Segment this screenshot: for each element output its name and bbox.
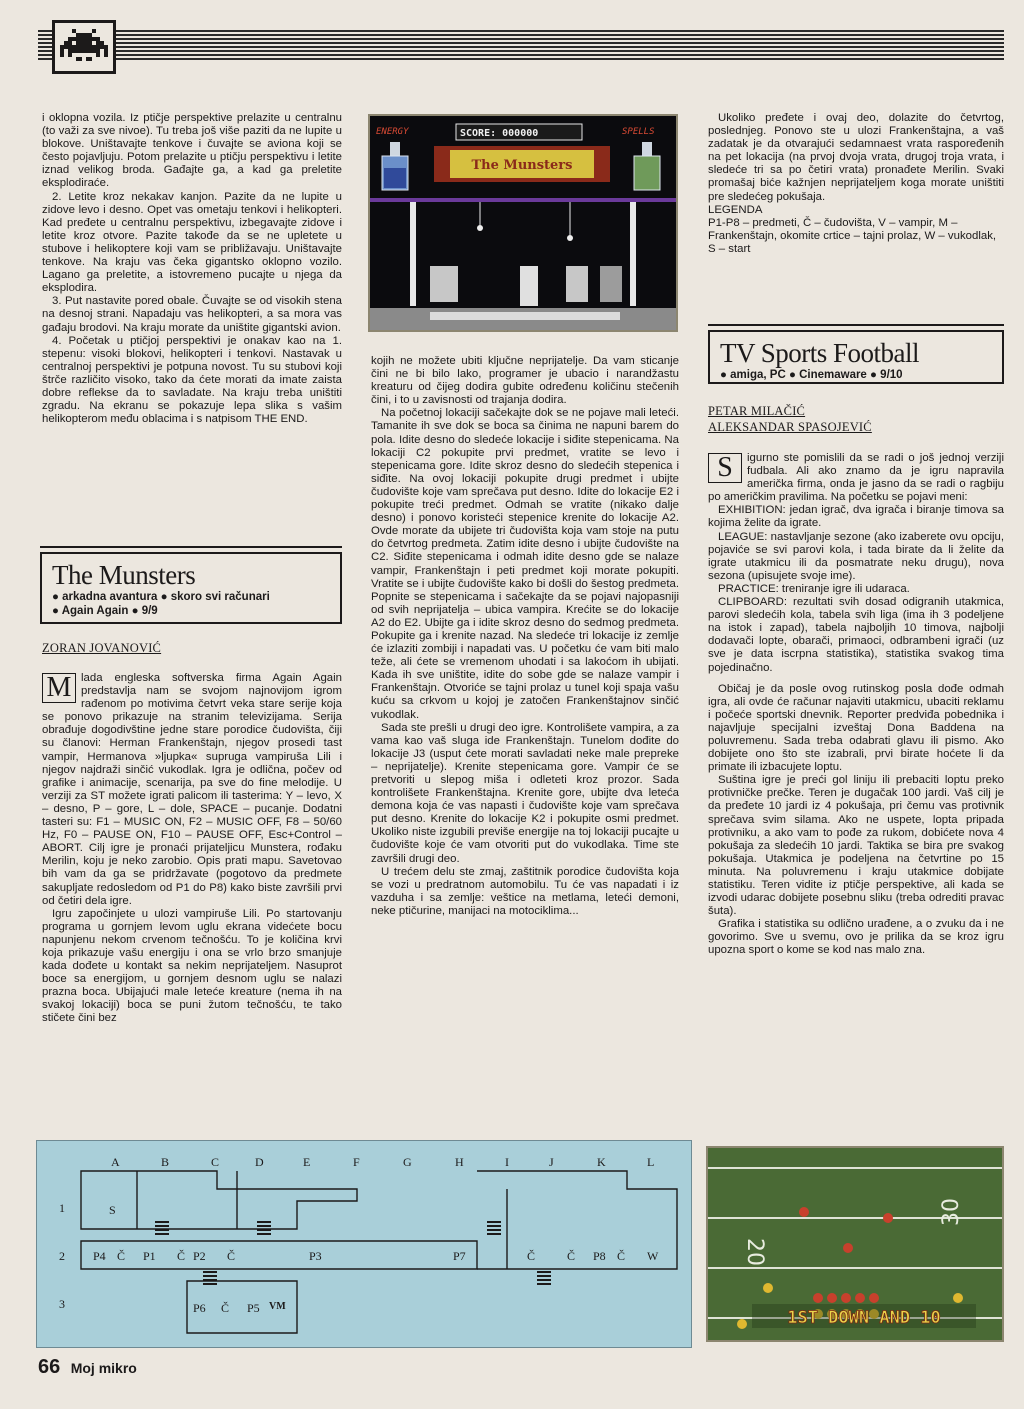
page-number: 66 [38,1356,61,1378]
map-cell: P5 [247,1301,260,1315]
map-cell: W [647,1249,659,1263]
paragraph: Sada ste prešli u drugi deo igre. Kontrolišete vampira, a za vama kao vaš sluga ide Frankenštajn. Tunelom dođite do lokacije J3 (usput ćete morati savladati neke male prepreke – neprijatelje). Krenite stepenicama gore. Vampir će se pretvoriti u slepog miša i odleteti kroz prozor. Sada kontrolišete Frankenštajna. Krenite gore, ubijte dva leteća demona koja će vas napasti i čudovište koje vam sprečava put desno. Krenite do lokacije K2 i pokupite osmi predmet. Ukoliko niste izgubili previše energije na toj lokaciji pucajte u čudovište koje će vam otvoriti put do vukodlaka. Time ste završili drugi deo. [371,721,679,865]
drop-cap: S [708,453,742,483]
map-row-label: 3 [59,1297,65,1311]
author-name: ZORAN JOVANOVIĆ [42,641,162,655]
spells-label: SPELLS [622,127,655,137]
map-col-label: I [505,1155,509,1169]
yard-number: 20 [742,1238,767,1266]
yard-number: 30 [939,1198,964,1226]
paragraph: U trećem delu ste zmaj, zaštitnik porodice čudovišta koja se vozi u predratnom automobilu. Tu će vas napadati i iz vazduha i sa zemlje: veštice na metlama, leteći demoni, neke ptičurine, manijaci na motociklima... [371,865,679,917]
menu-item: PRACTICE: treniranje igre ili udaraca. [718,582,910,595]
tvsports-title-box [708,330,1004,384]
map-cell: P6 [193,1301,206,1315]
map-cell: P4 [93,1249,106,1263]
map-col-label: D [255,1155,264,1169]
munsters-game-screenshot [368,114,678,332]
author-name: ALEKSANDAR SPASOJEVIĆ [708,420,872,434]
map-cell: Č [617,1249,626,1263]
map-cell: Č [221,1301,230,1315]
map-cell: Č [527,1249,536,1263]
map-col-label: L [647,1155,655,1169]
article-title: TV Sports Football [720,338,920,368]
map-col-label: E [303,1155,311,1169]
map-cell: P1 [143,1249,156,1263]
map-cell: P3 [309,1249,322,1263]
munsters-body [42,672,342,1026]
article-title: The Munsters [52,560,196,590]
article-tags: ● arkadna avantura ● skoro svi računari [52,591,270,603]
paragraph: 3. Put nastavite pored obale. Čuvajte se od visokih stena na desnoj strani. Napadaju vas helikopteri, a sa mora vas gađaju brodovi. Na kraju morate da uništite gigantski avion. [42,295,342,334]
score-label: SCORE: 000000 [460,128,539,139]
map-row-label: 2 [59,1249,65,1263]
author-name: PETAR MILAČIĆ [708,404,806,418]
legend-title: LEGENDA [708,203,763,216]
article-tags: ● amiga, PC ● Cinemaware ● 9/10 [720,369,903,381]
article-tags: ● Again Again ● 9/9 [52,605,158,617]
map-col-label: B [161,1155,170,1169]
map-row-label: 1 [59,1201,65,1215]
paragraph: 2. Letite kroz nekakav kanjon. Pazite da ne lupite u zidove levo i desno. Opet vas ometaju tenkovi i helikopteri. Kad pređete u centralnu perspektivu, izbegavajte zidove i letite kroz otvore. Pazite takođe da se ne upletete u stubove i helikoptere koji vam se približavaju. Uništavajte tenkove. Na kraju vas čeka gigantsko oklopno vozilo. Lagano ga preletite, a istovremeno pucajte u njega da eksplodira. [42,190,342,295]
legend-text: P1-P8 – predmeti, Č – čudovišta, V – vampir, M – Frankenštajn, okomite crtice – tajni prolaz, W – vukodlak, S – start [708,216,997,255]
page-header [38,20,1004,74]
map-start: S [109,1203,116,1217]
map-col-label: A [111,1155,120,1169]
map-cell: P7 [453,1249,466,1263]
column-2-text [371,355,679,918]
paragraph: Grafika i statistika su odlično urađene, a o zvuku da i ne govorimo. Sve u svemu, ovo je prilika da se kroz igru upozna sport o kome se kod nas malo zna. [708,918,1004,957]
paragraph: Suština igre je preći gol liniju ili prebaciti loptu preko protivničke prečke. Teren je dugačak 100 jardi. Vaš cilj je da pređete 10 jardi iz 4 pokušaja, pri čemu vas protivnik sprečava svim silama. Ako ne uspete, lopta pripada protivniku, a ako vam to pođe za rukom, dobićete nova 4 pokušaja za sledećih 10 jardi. Taktika se bira pre svakog pokušaja. Utakmica je podeljena na četvrtine po 15 minuta. Na poluvremenu i kraju utakmice dobijate statistiku. Teren vidite iz ptičje perspektive, ali kada se izvodi udarac dobijete posebnu sliku (treba odrediti pravac šuta). [708,774,1004,918]
column-1-text [42,112,342,426]
map-cell: Č [227,1249,236,1263]
paragraph: lada engleska softverska firma Again Again predstavlja nam se svojom najnovijom igrom rađenom po motivima četvrt veka stare serije koja se ponovo prikazuje na stranim televizijama. Serija obrađuje dogodivštine jedne stare porodice čudovišta, čiji su članovi: Herman Frankenštajn, njegov prosedi tast vampir, Hermanova »ljupka« supruga vampiruša Lili i njegov najdraži sinčić vukodlak. Igra je odlična, počev od grafike i animacije, scenarija, pa sve do fine melodije. U verziji za ST možete igrati palicom ili tasterima: Y – levo, X – desno, P – gore, L – dole, SPACE – pucanje. Dodatni tasteri su: F1 – MUSIC ON, F2 – MUSIC OFF, F8 – 50/60 Hz, F0 – PAUSE ON, F10 – PAUSE OFF, Esc+Control – ABORT. Cilj igre je pronaći prijateljicu Munstera, rođaku Merilin, koju je neko zarobio. Opis prati mapu. Savetovao bih vam da ga se pridržavate (pogotovo da predmete sakupljate redosledom od P1 do P8) kako biste završili prvi od četiri dela igre. [42,672,342,907]
map-col-label: C [211,1155,220,1169]
paragraph: i oklopna vozila. Iz ptičje perspektive prelazite u centralnu (to važi za sve nivoe). Tu treba još više paziti da ne lupite u blokove. Uništavajte tenkove i čuvajte se aviona koji se često pojavljuju. Potom prelazite u ptičju perspektivu i letite iznad velikog broda. Gađajte ga, a kad ga preletite eksplodiraće. [42,112,342,190]
map-col-label: J [549,1155,554,1169]
map-col-label: K [597,1155,606,1169]
stairs-icon [155,1221,551,1285]
drop-cap: M [42,673,76,703]
paragraph: kojih ne možete ubiti ključne neprijatelje. Da vam sticanje čini ne bi bilo lako, programer je ubacio i narandžastu kreaturu od čijeg dodira gubite određenu količinu stečenih čini, i to u zavisnosti od trajanja dodira. [371,355,679,407]
map-cell: Č [117,1249,126,1263]
map-col-label: F [353,1155,360,1169]
paragraph: Običaj je da posle ovog rutinskog posla dođe odmah igra, ali ovde će računar najaviti utakmicu, ubaciti reklamu i počeće sportski dnevnik. Reporter predviđa pobednika i najavljuje specijalni izveštaj Dona Baddena na poluvremenu. Sada treba odabrati glavu ili pismo. Ako dobijete ono što ste izabrali, prvi birate hoćete li da primate ili izbacujete loptu. [708,682,1004,774]
header-stripes [38,30,1004,62]
magazine-name: Moj mikro [70,1360,137,1376]
down-banner: 1ST DOWN AND 10 [787,1308,941,1328]
map-col-label: H [455,1155,464,1169]
map-cell: P2 [193,1249,206,1263]
map-cell: VM [269,1301,286,1312]
tvsports-body [708,452,1004,958]
map-cell: Č [177,1249,186,1263]
map-col-label: G [403,1155,412,1169]
paragraph: Igru započinjete u ulozi vampiruše Lili. Po startovanju programa u gornjem levom uglu ekrana videćete bocu napunjenu nekom crvenom tečnošću. To je količina krvi koja prikazuje vašu energiju i ona se vrlo brzo smanjuje kada dođete u kontakt sa nekim neprijateljem. Nasuprot boce sa energijom, u gornjem desnom uglu se nalazi prazna boca. Ubijajući male leteće kreature (nema ih na svakoj lokaciji) boca se puni žutom tečnošću, te tako stičete čini bez [42,907,342,1025]
map-cell: P8 [593,1249,606,1263]
menu-item: LEAGUE: nastavljanje sezone (ako izaberete ovu opciju, pojaviće se svi parovi kola, i tada birate da li želite da igrate utakmicu ili da posmatrate neku drugu), nova sezona (upisujete svoje ime). [708,530,1004,582]
energy-label: ENERGY [376,127,409,137]
lily-character [520,266,538,306]
menu-item: CLIPBOARD: rezultati svih dosad odigranih utakmica, parovi sledećih kola, tabela svih liga (ima ih 3 podeljene na istok i zapad), tabela najboljih 10 timova, najbolji dodavači lopte, obarači, primaoci, odbrambeni igrači (uz sve je data iscrpna statistika), statistika svakog tima pojedinačno. [708,596,1004,674]
column-3-text [708,112,1004,256]
paragraph: igurno ste pomislili da se radi o još jednoj verziji fudbala. Ali ako znamo da je igru napravila američka firma, onda je jasno da se radi o ragbiju po američkim pravilima. Na početku se pojavi meni: [708,452,1004,504]
football-game-screenshot [706,1146,1004,1342]
paragraph: Na početnoj lokaciji sačekajte dok se ne pojave mali leteći. Tamanite ih sve dok se boca sa činima ne napuni barem do pola. Idite desno do sledeće lokacije i siđite stepenicama. Na lokaciji C2 pokupite prvi predmet, vratite se levo i stepenicama gore. Idite skroz desno do sledećih stepenica i siđite. Na ovoj lokaciji pokupite drugi predmet i ubijte čudovište koje vam sprečava put desno. Idite do lokacije E2 i pokupite treći predmet. Odmah se vratite (nikako dalje desno) i ponovo koristeći stepenice krenite do lokacije A2. Ovde morate da ubijete tri čudovišta koja vam stoje na putu do četvrtog predmeta. Zatim idite desno i ubijte čudovište na C2. Siđite stepenicama i odmah idite desno gde se nalaze vampir, Frankenštajn i peti predmet koji morate pokupiti. Vratite se i ubijte čudovište kako bi došli do šestog predmeta. Popnite se stepenicama i sačekajte da se pojavi najopasniji od svih neprijatelja – ubica vampira. Krećite se do lokacije A2 do E2. Ubijte ga i idite skroz desno do sedmog predmeta. Pokupite ga i krenite nazad. Na sledeće tri lokacije iz zemlje će izlaziti zombiji i napadati vas. U početku će vam biti malo teže, ali ćete se vremenom uhodati i sa lakoćom ih ubijati. Kada ih sve uništite, idite do sobe gde se nalaze vampir i Frankenštajn. Otvoriće se tajni prolaz u tunel koji spaja vašu kuću sa crkvom u kojoj je zatočen Frankenštajnov sinčić vukodlak. [371,407,679,721]
paragraph: Ukoliko pređete i ovaj deo, dolazite do četvrtog, poslednjeg. Ponovo ste u ulozi Frankenštajna, a vaš zadatak je da otvarajući sedamnaest vrata raspoređenih na pet lokacija (na prvoj dvoja vrata, drugoj troja vrata, i sledeće tri sa po četiri vrata) pronađete Merilin. Svaki promašaj biće kažnjen neprijateljem koga morate uništiti pre sledećeg pokušaja. [708,112,1004,203]
map-cell: Č [567,1249,576,1263]
space-invader-icon [52,20,116,74]
paragraph: 4. Početak u ptičjoj perspektivi je onakav kao na 1. stepenu: visoki blokovi, helikopteri i tenkovi. Nastavak u centralnoj perspektivi je potpuna novost. Tu su stubovi koji štrče različito visoko, tako da ćete morati da imate zaista dobre reflekse da to savladate. Na kraju treba uništiti zgradu. Na ekranu se pokazuje lepa slika s vašim helikopterom među oblacima i s natpisom THE END. [42,334,342,426]
page-footer [38,1356,137,1379]
munsters-title-box [40,552,342,624]
game-logo-text: The Munsters [471,158,573,173]
munsters-map [36,1140,692,1348]
menu-item: EXHIBITION: jedan igrač, dva igrača i biranje timova sa kojima želite da igrate. [708,504,1004,530]
